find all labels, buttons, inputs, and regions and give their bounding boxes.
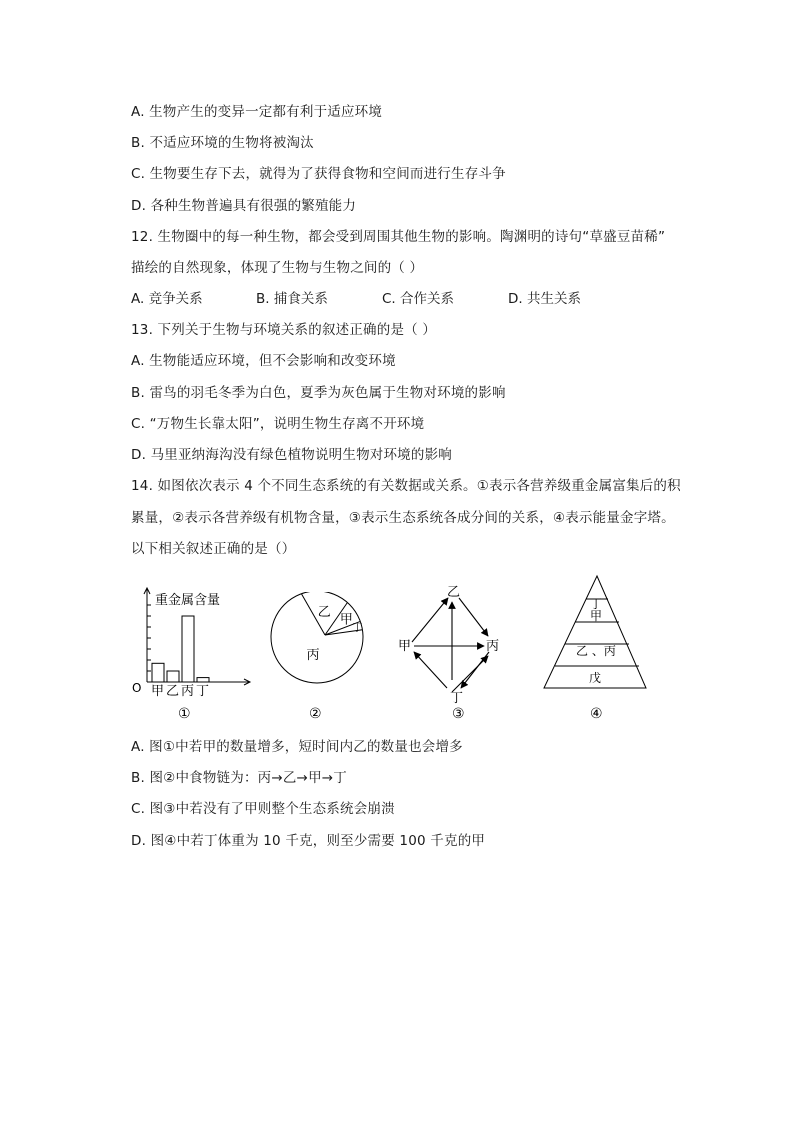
q13-option-c: C. “万物生长靠太阳”，说明生物生存离不开环境 xyxy=(131,416,425,432)
figure-4-caption: ④ xyxy=(590,706,603,722)
q12-stem-line2: 描绘的自然现象，体现了生物与生物之间的（ ） xyxy=(131,260,424,276)
q12-option-c: C. 合作关系 xyxy=(382,291,455,307)
y-axis-label: 重金属含量 xyxy=(155,593,221,608)
q11-option-c: C. 生物要生存下去，就得为了获得食物和空间而进行生存斗争 xyxy=(131,166,506,182)
node-jia: 甲 xyxy=(398,639,412,654)
q11-option-b: B. 不适应环境的生物将被淘汰 xyxy=(131,135,314,151)
slice-label-4: 丁 xyxy=(352,623,363,635)
q13-option-d: D. 马里亚纳海沟没有绿色植物说明生物对环境的影响 xyxy=(131,447,452,463)
q14-stem-line2: 累量，②表示各营养级有机物含量，③表示生态系统各成分间的关系，④表示能量金字塔。 xyxy=(131,510,675,526)
bar-1 xyxy=(152,663,164,682)
q14-stem-line3: 以下相关叙述正确的是（） xyxy=(131,541,296,557)
node-ding: 丁 xyxy=(450,691,464,706)
arrow-bing-to-ding xyxy=(461,652,489,688)
pyramid-level-jia: 甲 xyxy=(590,609,603,623)
node-bing: 丙 xyxy=(486,639,500,654)
pyramid-level-ding: 丁 xyxy=(590,597,603,611)
arrow-ding-to-jia xyxy=(414,652,447,688)
q12-option-d: D. 共生关系 xyxy=(508,291,581,307)
q13-option-b: B. 雷鸟的羽毛冬季为白色，夏季为灰色属于生物对环境的影响 xyxy=(131,385,506,401)
bar-4 xyxy=(197,678,209,682)
origin-label: O xyxy=(132,681,142,695)
q13-stem: 13. 下列关于生物与环境关系的叙述正确的是（ ） xyxy=(131,322,437,338)
arrow-yi-to-bing xyxy=(459,598,488,636)
q14-stem-line1: 14. 如图依次表示 4 个不同生态系统的有关数据或关系。①表示各营养级重金属富集后的积 xyxy=(131,478,681,494)
pyramid-level-wu: 戊 xyxy=(589,671,602,685)
node-yi: 乙 xyxy=(447,585,461,600)
figure-2-caption: ② xyxy=(309,706,322,722)
bar-3 xyxy=(182,616,194,682)
arrow-jia-to-yi xyxy=(412,598,448,642)
category-label-1: 甲 xyxy=(151,684,165,699)
figure-2-pie-chart xyxy=(262,592,372,730)
figure-1-caption: ① xyxy=(178,706,191,722)
pyramid-level-yi-bing: 乙 、丙 xyxy=(576,644,616,658)
q12-option-a: A. 竞争关系 xyxy=(131,291,203,307)
figure-3-relation-diagram xyxy=(392,580,512,730)
figure-4-energy-pyramid xyxy=(540,574,650,730)
slice-label-1: 丙 xyxy=(306,647,320,663)
category-label-2: 乙 xyxy=(166,684,180,699)
q14-option-c: C. 图③中若没有了甲则整个生态系统会崩溃 xyxy=(131,801,395,817)
q12-stem-line1: 12. 生物圈中的每一种生物，都会受到周围其他生物的影响。陶渊明的诗句“草盛豆苗稀” xyxy=(131,229,666,245)
bar-2 xyxy=(167,671,179,682)
slice-label-3: 甲 xyxy=(339,612,353,628)
category-label-4: 丁 xyxy=(196,684,210,699)
arrow-ding-to-bing-inner xyxy=(452,656,488,692)
q14-option-d: D. 图④中若丁体重为 10 千克，则至少需要 100 千克的甲 xyxy=(131,833,486,849)
q11-option-a: A. 生物产生的变异一定都有利于适应环境 xyxy=(131,104,383,120)
category-label-3: 丙 xyxy=(181,684,195,699)
slice-label-2: 乙 xyxy=(317,605,331,621)
q13-option-a: A. 生物能适应环境，但不会影响和改变环境 xyxy=(131,353,396,369)
q12-option-b: B. 捕食关系 xyxy=(256,291,328,307)
q14-option-a: A. 图①中若甲的数量增多，短时间内乙的数量也会增多 xyxy=(131,739,463,755)
figure-3-caption: ③ xyxy=(452,706,465,722)
q14-option-b: B. 图②中食物链为：丙→乙→甲→丁 xyxy=(131,770,347,786)
q11-option-d: D. 各种生物普遍具有很强的繁殖能力 xyxy=(131,198,357,214)
figure-1-bar-chart xyxy=(128,580,253,730)
